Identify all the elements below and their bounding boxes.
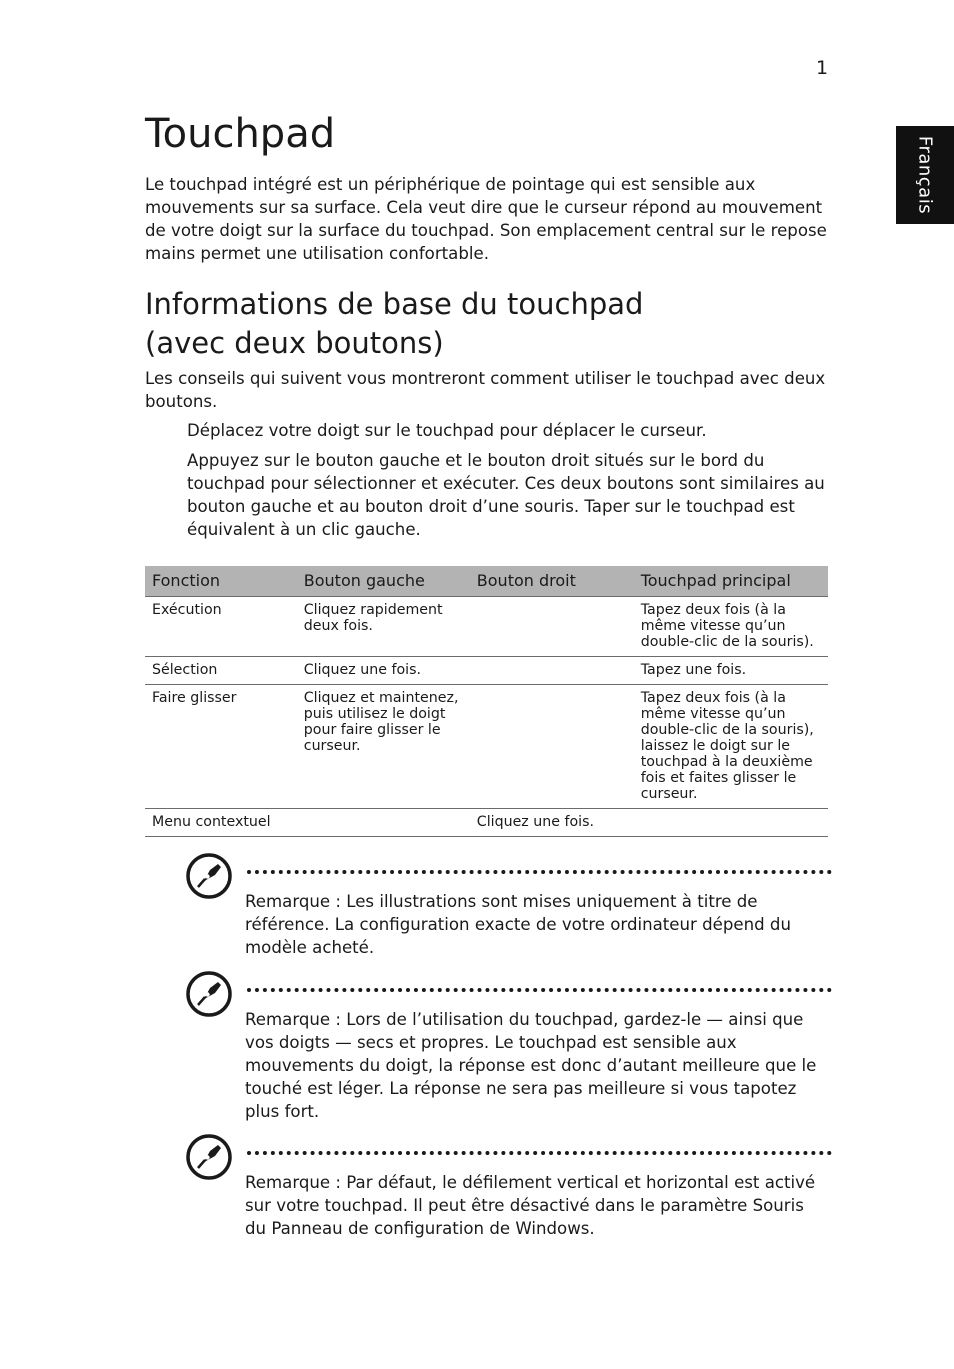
page-number: 1 [816,57,829,79]
table-cell [470,657,634,685]
table-cell [634,809,828,837]
note-body: Les illustrations sont mises uniquement à titre de référence. La configuration exacte de votre ordinateur dépend du modèle acheté. [245,892,791,957]
table-cell: Tapez une fois. [634,657,828,685]
section-title [145,285,685,363]
page-title: Touchpad [145,111,336,157]
table-header: Bouton droit [470,566,634,597]
table-cell [297,809,470,837]
table-row [145,809,828,837]
note-divider [247,870,832,874]
table-cell: Exécution [145,597,297,657]
note-divider [247,1151,832,1155]
note-pen-icon [185,970,233,1018]
section-intro: Les conseils qui suivent vous montreront comment utiliser le touchpad avec deux boutons. [145,369,826,411]
table-cell: Sélection [145,657,297,685]
bullet-item: Appuyez sur le bouton gauche et le bouton droit situés sur le bord du touchpad pour sélectionner et exécuter. Ces deux boutons sont similaires au bouton gauche et au bouton droit d’une souris. Taper sur le touchpad est équivalent à un clic gauche. [187,451,825,539]
table-header-row [145,566,828,597]
note-text [245,1171,820,1240]
table-row [145,685,828,809]
table-cell: Tapez deux fois (à la même vitesse qu’un double-clic de la souris), laissez le doigt sur le touchpad à la deuxième fois et faites glisser le curseur. [634,685,828,809]
table-cell [470,685,634,809]
table-cell: Faire glisser [145,685,297,809]
function-table [145,566,828,837]
note-body: Lors de l’utilisation du touchpad, gardez-le — ainsi que vos doigts — secs et propres. Le touchpad est sensible aux mouvements du doigt, la réponse est donc d’autant meilleure que le touché est léger. La réponse ne sera pas meilleure si vous tapotez plus fort. [245,1010,817,1121]
language-tab [896,126,954,224]
note-pen-icon [185,852,233,900]
note-divider [247,988,832,992]
note-label: Remarque : [245,1173,341,1192]
table-cell: Cliquez une fois. [470,809,634,837]
table-row [145,657,828,685]
table-cell: Tapez deux fois (à la même vitesse qu’un double-clic de la souris). [634,597,828,657]
table-header: Bouton gauche [297,566,470,597]
table-header: Touchpad principal [634,566,828,597]
intro-paragraph: Le touchpad intégré est un périphérique de pointage qui est sensible aux mouvements sur sa surface. Cela veut dire que le curseur répond au mouvement de votre doigt sur la surface du touchpad. Son emplacement central sur le repose mains permet une utilisation confortable. [145,175,827,263]
table-cell: Cliquez rapidement deux fois. [297,597,470,657]
table-cell: Cliquez une fois. [297,657,470,685]
table-cell: Menu contextuel [145,809,297,837]
bullet-item: Déplacez votre doigt sur le touchpad pour déplacer le curseur. [187,421,707,440]
note-text [245,1008,820,1123]
note-text [245,890,820,959]
table-header: Fonction [145,566,297,597]
language-tab-label: Français [914,135,936,215]
section-title-text: Informations de base du touchpad (avec deux boutons) [145,287,644,360]
note-body: Par défaut, le défilement vertical et horizontal est activé sur votre touchpad. Il peut être désactivé dans le paramètre Souris du Panneau de configuration de Windows. [245,1173,816,1238]
table-cell: Cliquez et maintenez, puis utilisez le doigt pour faire glisser le curseur. [297,685,470,809]
note-pen-icon [185,1133,233,1181]
note-label: Remarque : [245,892,341,911]
note-label: Remarque : [245,1010,341,1029]
table-row [145,597,828,657]
table-cell [470,597,634,657]
